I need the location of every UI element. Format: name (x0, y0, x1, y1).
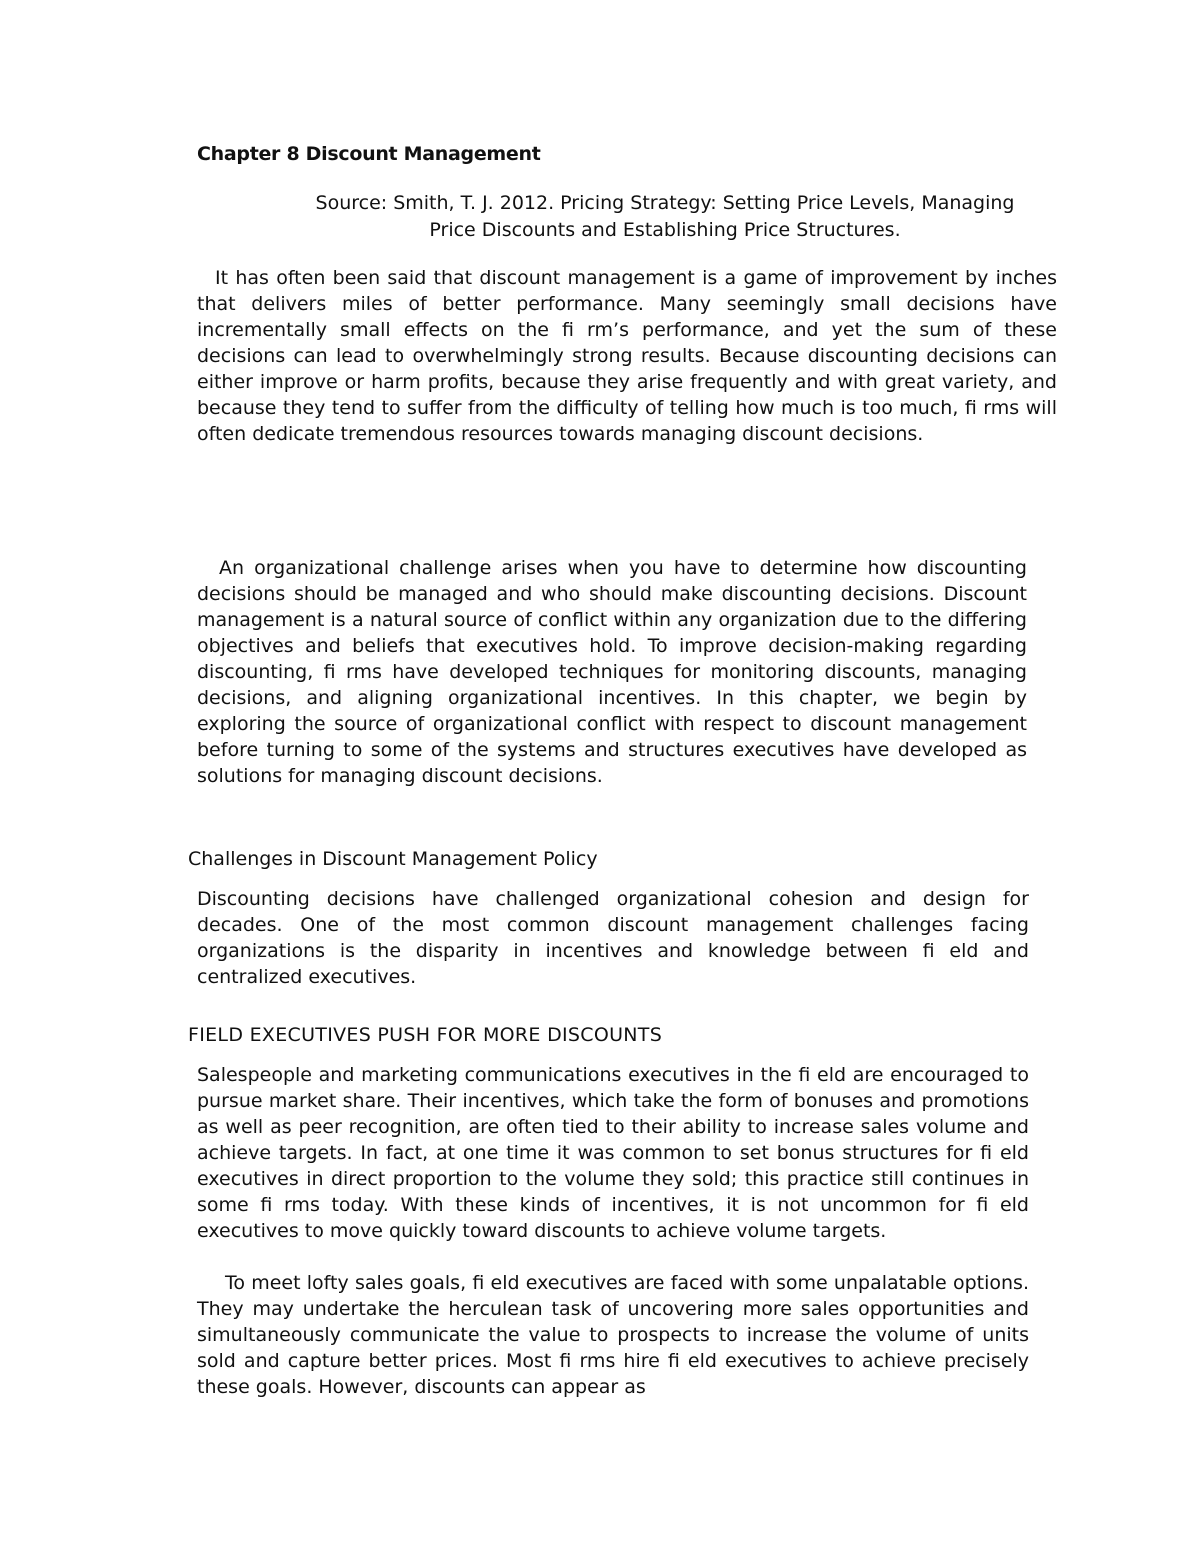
paragraph-intro-text: It has often been said that discount management is a game of improvement by inches that delivers miles of better performance. Many seemingly small decisions have incrementally small effects on the fi rm’s performance, and yet the sum of these decisions can lead to overwhelmingly strong results. Because discounting decisions can either improve or harm profits, because they arise frequently and with great variety, and because they tend to suffer from the difficulty of telling how much is too much, fi rms will often dedicate tremendous resources towards managing discount decisions. (197, 267, 1057, 445)
paragraph-sales-goals-text: To meet lofty sales goals, fi eld executives are faced with some unpalatable options. They may undertake the herculean task of uncovering more sales opportunities and simultaneously communicate the value to prospects to increase the volume of units sold and capture better prices. Most fi rms hire fi eld executives to achieve precisely these goals. However, discounts can appear as (197, 1272, 1029, 1398)
paragraph-intro (197, 265, 1057, 447)
chapter-title: Chapter 8 Discount Management (197, 143, 541, 165)
section-heading-field-executives: FIELD EXECUTIVES PUSH FOR MORE DISCOUNTS (188, 1024, 663, 1046)
source-line-1: Source: Smith, T. J. 2012. Pricing Strategy: Setting Price Levels, Managing (315, 192, 1015, 214)
paragraph-field-executives: Salespeople and marketing communications executives in the fi eld are encouraged to pursue market share. Their incentives, which take the form of bonuses and promotions as well as peer recognition, are often tied to their ability to increase sales volume and achieve targets. In fact, at one time it was common to set bonus structures for fi eld executives in direct proportion to the volume they sold; this practice still continues in some fi rms today. With these kinds of incentives, it is not uncommon for fi eld executives to move quickly toward discounts to achieve volume targets. (197, 1064, 1029, 1242)
source-line-2: Price Discounts and Establishing Price Structures. (429, 219, 901, 241)
section-heading-challenges: Challenges in Discount Management Policy (188, 848, 598, 870)
paragraph-challenges: Discounting decisions have challenged organizational cohesion and design for decades. One of the most common discount management challenges facing organizations is the disparity in incentives and knowledge between fi eld and centralized executives. (197, 888, 1029, 988)
paragraph-organizational-challenge-text: An organizational challenge arises when you have to determine how discounting decisions should be managed and who should make discounting decisions. Discount management is a natural source of conflict within any organization due to the differing objectives and beliefs that executives hold. To improve decision-making regarding discounting, fi rms have developed techniques for monitoring discounts, managing decisions, and aligning organizational incentives. In this chapter, we begin by exploring the source of organizational conflict with respect to discount management before turning to some of the systems and structures executives have developed as solutions for managing discount decisions. (197, 557, 1027, 787)
source-citation (280, 190, 1050, 244)
paragraph-sales-goals (197, 1270, 1029, 1400)
paragraph-organizational-challenge (197, 555, 1027, 789)
